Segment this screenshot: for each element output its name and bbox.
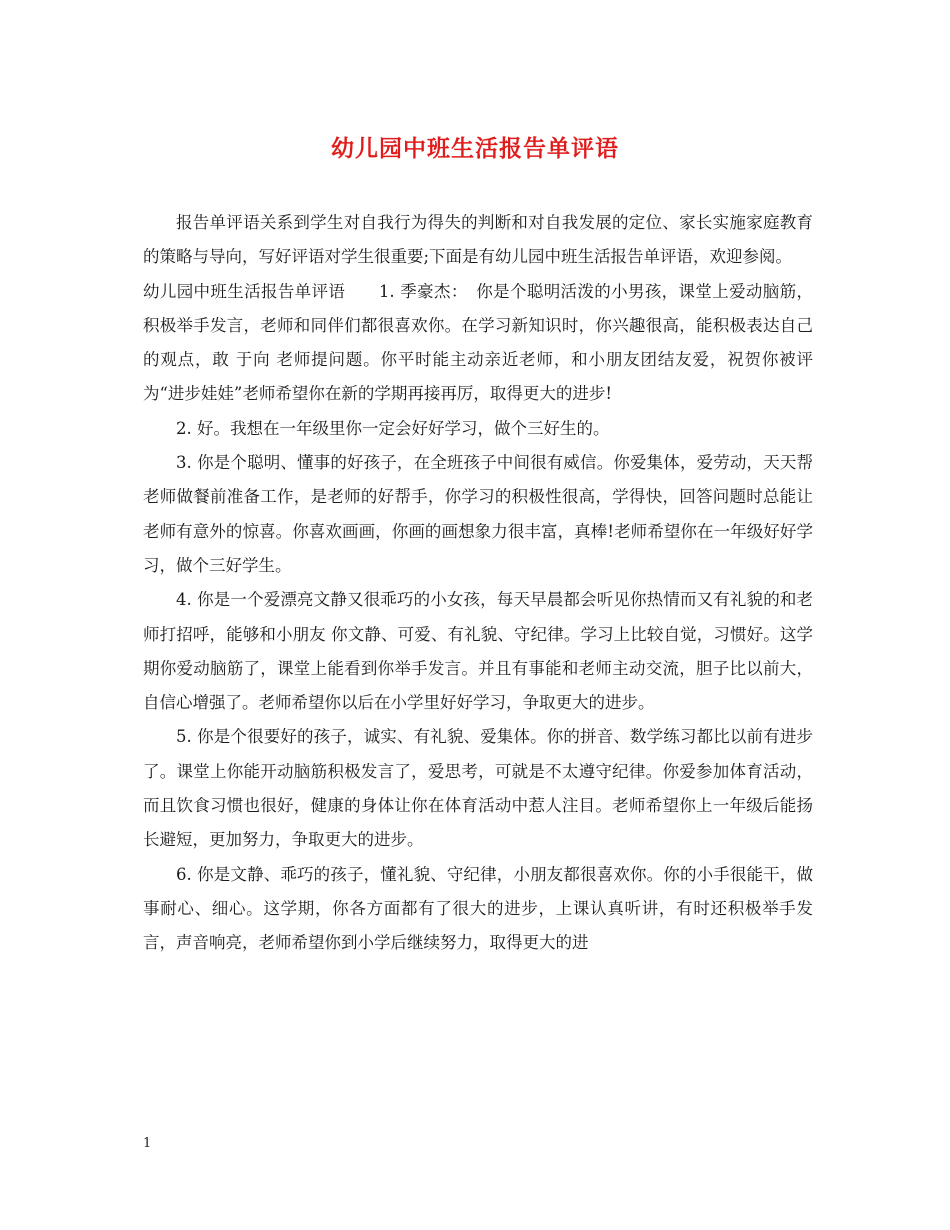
page-number: 1 [143,1136,152,1151]
comment-paragraph-6: 6. 你是文静、乖巧的孩子，懂礼貌、守纪律，小朋友都很喜欢你。你的小手很能干，做事耐心、细心。这学期，你各方面都有了很大的进步，上课认真听讲，有时还积极举手发言，声音响亮，老师希望你到小学后继续努力，取得更大的进 [143,864,813,953]
comment-paragraph-3: 3. 你是个聪明、懂事的好孩子，在全班孩子中间很有威信。你爱集体，爱劳动，天天帮老师做餐前准备工作，是老师的好帮手，你学习的积极性很高，学得快，回答问题时总能让老师有意外的惊喜。你喜欢画画，你画的画想象力很丰富，真棒!老师希望你在一年级好好学习，做个三好学生。 [143,453,813,575]
document-body [143,206,813,961]
intro-paragraph: 报告单评语关系到学生对自我行为得失的判断和对自我发展的定位、家长实施家庭教育的策略与导向，写好评语对学生很重要;下面是有幼儿园中班生活报告单评语，欢迎参阅。 [143,213,813,267]
document-title: 幼儿园中班生活报告单评语 [331,135,619,162]
comment-paragraph-4: 4. 你是一个爱漂亮文静又很乖巧的小女孩，每天早晨都会听见你热情而又有礼貌的和老师打招呼，能够和小朋友 你文静、可爱、有礼貌、守纪律。学习上比较自觉，习惯好。这学期你爱动脑筋了，课堂上能看到你举手发言。并且有事能和老师主动交流，胆子比以前大，自信心增强了。老师希望你以后在小学里好好学习，争取更大的进步。 [143,590,813,713]
comment-paragraph-5: 5. 你是个很要好的孩子，诚实、有礼貌、爱集体。你的拼音、数学练习都比以前有进步了。课堂上你能开动脑筋积极发言了，爱思考，可就是不太遵守纪律。你爱参加体育活动，而且饮食习惯也很好，健康的身体让你在体育活动中惹人注目。老师希望你上一年级后能扬长避短，更加努力，争取更大的进步。 [143,727,813,850]
comment-paragraph-2: 2. 好。我想在一年级里你一定会好好学习，做个三好生的。 [176,418,610,438]
comment-paragraph-1: 幼儿园中班生活报告单评语 1. 季豪杰： 你是个聪明活泼的小男孩，课堂上爱动脑筋，积极举手发言，老师和同伴们都很喜欢你。在学习新知识时，你兴趣很高，能积极表达自己的观点，敢 于向 老师提问题。你平时能主动亲近老师，和小朋友团结友爱，祝贺你被评为“进步娃娃”老师希望你在新的学期再接再厉，取得更大的进步! [143,281,813,404]
